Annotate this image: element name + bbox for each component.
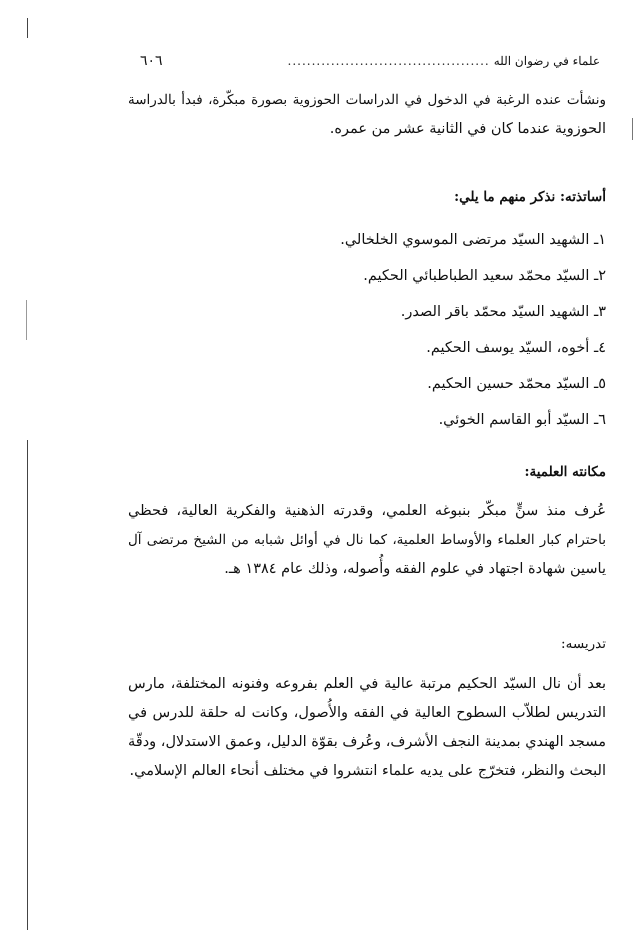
paragraph-line: الحوزوية عندما كان في الثانية عشر من عمره. xyxy=(329,121,606,137)
intro-paragraph xyxy=(128,86,606,144)
scan-margin-line xyxy=(27,18,28,38)
teaching-heading: تدريسه: xyxy=(561,636,606,652)
teacher-item: ٦ـ السيّد أبو القاسم الخوئي. xyxy=(438,412,606,428)
scholarly-status-heading: مكانته العلمية: xyxy=(524,464,606,480)
paragraph-line: ونشأت عنده الرغبة في الدخول في الدراسات الحوزوية بصورة مبكّرة، فبدأ بالدراسة xyxy=(128,92,606,108)
page-number: ٦٠٦ xyxy=(140,53,163,69)
paragraph-line: البحث والنظر، فتخرّج على يديه علماء انتشروا في مختلف أنحاء العالم الإسلامي. xyxy=(129,763,606,779)
teaching-paragraph xyxy=(128,670,606,786)
paragraph-line: مسجد الهندي بمدينة النجف الأشرف، وعُرف بقوّة الدليل، وعمق الاستدلال، ودقّة xyxy=(128,734,606,750)
header-leader-dots: .......................................... xyxy=(287,54,490,68)
paragraph-line: بعد أن نال السيّد الحكيم مرتبة عالية في العلم بفروعه وفنونه المختلفة، مارس xyxy=(128,676,606,692)
running-header xyxy=(140,50,600,72)
scan-margin-line xyxy=(27,440,28,930)
teacher-item: ٢ـ السيّد محمّد سعيد الطباطبائي الحكيم. xyxy=(363,268,606,284)
teacher-item: ١ـ الشهيد السيّد مرتضى الموسوي الخلخالي. xyxy=(340,232,606,248)
paragraph-line: باحترام كبار العلماء والأوساط العلمية، كما نال في أوائل شبابه من الشيخ مرتضى آل xyxy=(128,532,606,548)
paragraph-line: عُرف منذ سنٍّ مبكّر بنبوغه العلمي، وقدرته الذهنية والفكرية العالية، فحظي xyxy=(128,503,606,519)
paragraph-line: التدريس لطلاّب السطوح العالية في الفقه والأُصول، وكانت له حلقة للدرس في xyxy=(128,705,606,721)
paragraph-line: ياسين شهادة اجتهاد في علوم الفقه وأُصوله، وذلك عام ١٣٨٤ هـ. xyxy=(224,561,606,577)
teachers-heading: أساتذته: نذكر منهم ما يلي: xyxy=(454,189,606,205)
scholarly-status-paragraph xyxy=(128,497,606,584)
teacher-item: ٤ـ أخوه، السيّد يوسف الحكيم. xyxy=(426,340,606,356)
teacher-item: ٥ـ السيّد محمّد حسين الحكيم. xyxy=(427,376,606,392)
scan-margin-line xyxy=(632,118,633,140)
teachers-list xyxy=(340,222,606,438)
scan-margin-line xyxy=(26,300,27,340)
running-title: علماء في رضوان الله xyxy=(493,54,600,68)
teacher-item: ٣ـ الشهيد السيّد محمّد باقر الصدر. xyxy=(400,304,606,320)
